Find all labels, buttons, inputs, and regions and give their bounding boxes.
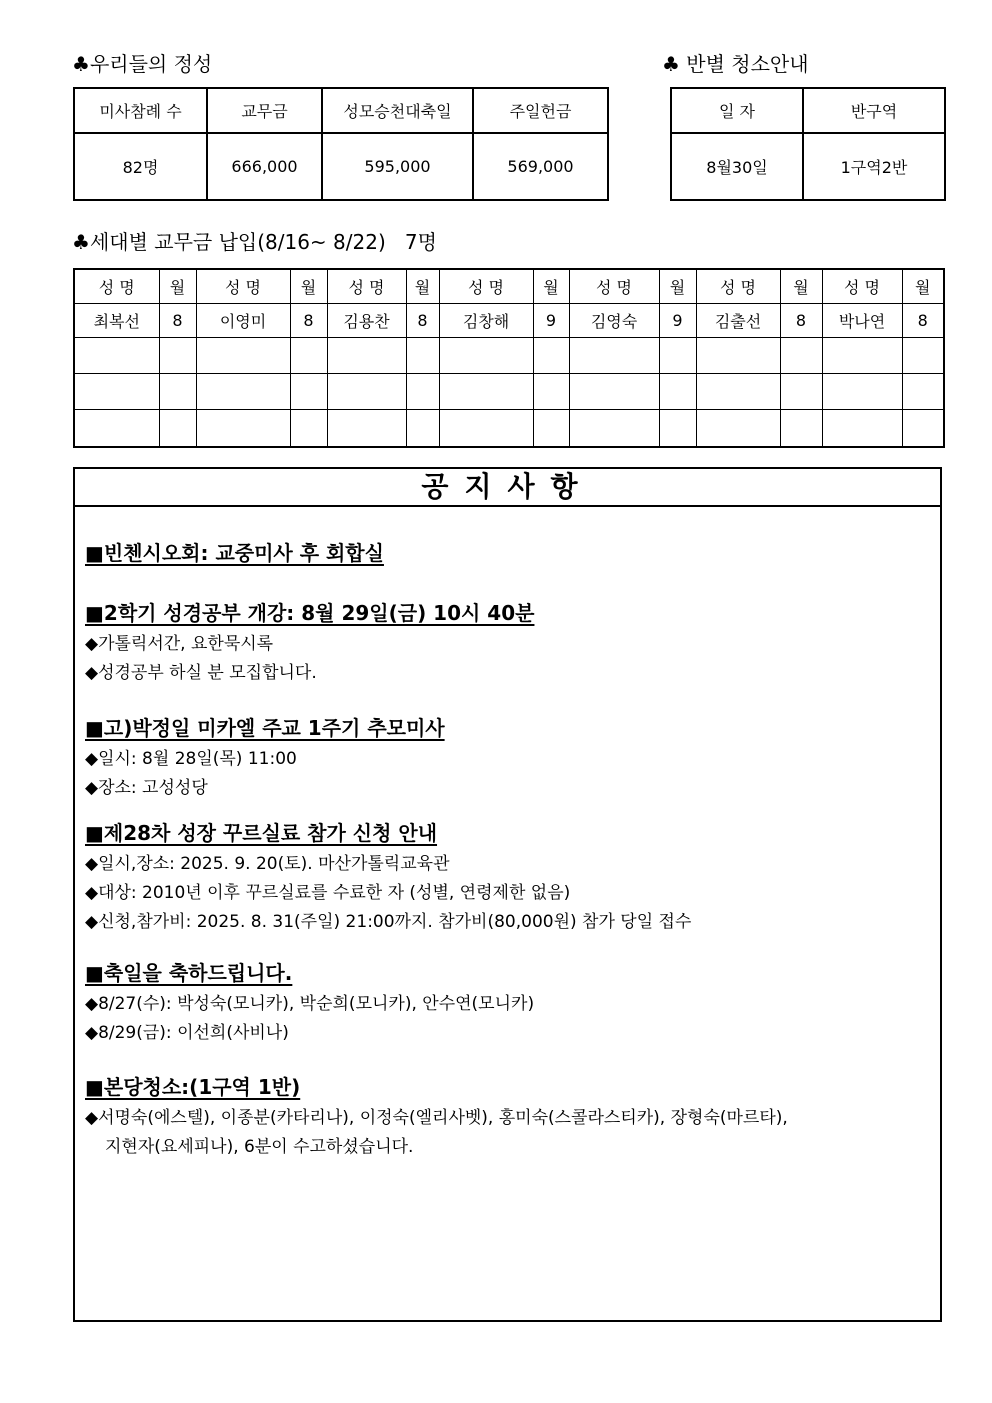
notice-section-title: ■본당청소:(1구역 1반) bbox=[85, 1075, 301, 1099]
notice-section-title: ■고)박정일 미카엘 주교 1주기 추모미사 bbox=[85, 716, 445, 740]
payer-name: 김창해 bbox=[439, 303, 533, 337]
payer-month: 8 bbox=[159, 303, 196, 337]
name-header: 성 명 bbox=[327, 269, 406, 303]
notice-section-title: ■2학기 성경공부 개강: 8월 29일(금) 10시 40분 bbox=[85, 601, 535, 625]
club-icon: ♣ bbox=[662, 52, 680, 76]
notice-line: ◆신청,참가비: 2025. 8. 31(주일) 21:00까지. 참가비(80,000원) 참가 당일 접수 bbox=[85, 912, 692, 932]
month-header: 월 bbox=[902, 269, 944, 303]
month-header: 월 bbox=[406, 269, 439, 303]
offering-table bbox=[73, 87, 609, 201]
cleaning-title bbox=[662, 52, 809, 76]
dues-header-row bbox=[74, 269, 944, 303]
notice-section-title: ■축일을 축하드립니다. bbox=[85, 961, 293, 985]
offering-title bbox=[72, 52, 212, 76]
name-header: 성 명 bbox=[696, 269, 780, 303]
cleaning-table bbox=[670, 87, 946, 201]
offering-value-cell: 595,000 bbox=[322, 133, 473, 200]
dues-entry-row bbox=[74, 303, 944, 337]
notice-line: ◆일시: 8월 28일(목) 11:00 bbox=[85, 749, 297, 769]
offering-value-cell: 82명 bbox=[74, 133, 207, 200]
name-header: 성 명 bbox=[196, 269, 290, 303]
offering-header-cell: 주일헌금 bbox=[473, 88, 608, 133]
dues-empty-row bbox=[74, 337, 944, 373]
month-header: 월 bbox=[659, 269, 696, 303]
offering-value-cell: 569,000 bbox=[473, 133, 608, 200]
dues-title-text: 세대별 교무금 납입(8/16~ 8/22) bbox=[89, 230, 386, 254]
cleaning-value-row bbox=[671, 133, 945, 200]
cleaning-header-cell: 반구역 bbox=[803, 88, 945, 133]
notice-line: ◆8/29(금): 이선희(사비나) bbox=[85, 1023, 289, 1043]
name-header: 성 명 bbox=[569, 269, 659, 303]
offering-header-cell: 미사참례 수 bbox=[74, 88, 207, 133]
name-header: 성 명 bbox=[74, 269, 159, 303]
payer-name: 김출선 bbox=[696, 303, 780, 337]
payer-name: 김영숙 bbox=[569, 303, 659, 337]
payer-name: 이영미 bbox=[196, 303, 290, 337]
cleaning-value-cell: 8월30일 bbox=[671, 133, 803, 200]
notice-line: ◆장소: 고성성당 bbox=[85, 778, 208, 798]
notice-line: ◆일시,장소: 2025. 9. 20(토). 마산가톨릭교육관 bbox=[85, 854, 450, 874]
club-icon: ♣ bbox=[72, 230, 90, 254]
offering-header-row bbox=[74, 88, 608, 133]
dues-empty-row bbox=[74, 373, 944, 409]
month-header: 월 bbox=[533, 269, 569, 303]
name-header: 성 명 bbox=[439, 269, 533, 303]
payer-month: 9 bbox=[533, 303, 569, 337]
dues-title bbox=[72, 230, 437, 254]
payer-month: 8 bbox=[290, 303, 327, 337]
month-header: 월 bbox=[780, 269, 822, 303]
notice-line: ◆성경공부 하실 분 모집합니다. bbox=[85, 663, 317, 683]
payer-month: 8 bbox=[406, 303, 439, 337]
notice-section-title: ■빈첸시오회: 교중미사 후 회합실 bbox=[85, 541, 384, 565]
payer-name: 박나연 bbox=[822, 303, 902, 337]
dues-count: 7명 bbox=[404, 230, 437, 254]
notice-line: ◆대상: 2010년 이후 꾸르실료를 수료한 자 (성별, 연령제한 없음) bbox=[85, 883, 571, 903]
offering-value-cell: 666,000 bbox=[207, 133, 322, 200]
notice-line: ◆서명숙(에스텔), 이종분(카타리나), 이정숙(엘리사벳), 홍미숙(스콜라스티카), 장형숙(마르타), bbox=[85, 1108, 788, 1128]
notice-box bbox=[73, 467, 942, 1322]
offering-title-text: 우리들의 정성 bbox=[89, 52, 213, 76]
offering-header-cell: 성모승천대축일 bbox=[322, 88, 473, 133]
dues-empty-row bbox=[74, 409, 944, 447]
month-header: 월 bbox=[290, 269, 327, 303]
payer-month: 9 bbox=[659, 303, 696, 337]
dues-table bbox=[73, 268, 945, 448]
cleaning-header-cell: 일 자 bbox=[671, 88, 803, 133]
notice-line: 지현자(요세피나), 6분이 수고하셨습니다. bbox=[105, 1137, 414, 1157]
notice-line: ◆8/27(수): 박성숙(모니카), 박순희(모니카), 안수연(모니카) bbox=[85, 994, 535, 1014]
cleaning-value-cell: 1구역2반 bbox=[803, 133, 945, 200]
notice-section-title: ■제28차 성장 꾸르실료 참가 신청 안내 bbox=[85, 821, 438, 845]
notice-header: 공지사항 bbox=[75, 469, 940, 507]
payer-name: 김용찬 bbox=[327, 303, 406, 337]
cleaning-header-row bbox=[671, 88, 945, 133]
name-header: 성 명 bbox=[822, 269, 902, 303]
offering-header-cell: 교무금 bbox=[207, 88, 322, 133]
payer-month: 8 bbox=[902, 303, 944, 337]
notice-line: ◆가톨릭서간, 요한묵시록 bbox=[85, 634, 274, 654]
club-icon: ♣ bbox=[72, 52, 90, 76]
cleaning-title-text: 반별 청소안내 bbox=[686, 52, 809, 76]
payer-name: 최복선 bbox=[74, 303, 159, 337]
offering-value-row bbox=[74, 133, 608, 200]
payer-month: 8 bbox=[780, 303, 822, 337]
month-header: 월 bbox=[159, 269, 196, 303]
